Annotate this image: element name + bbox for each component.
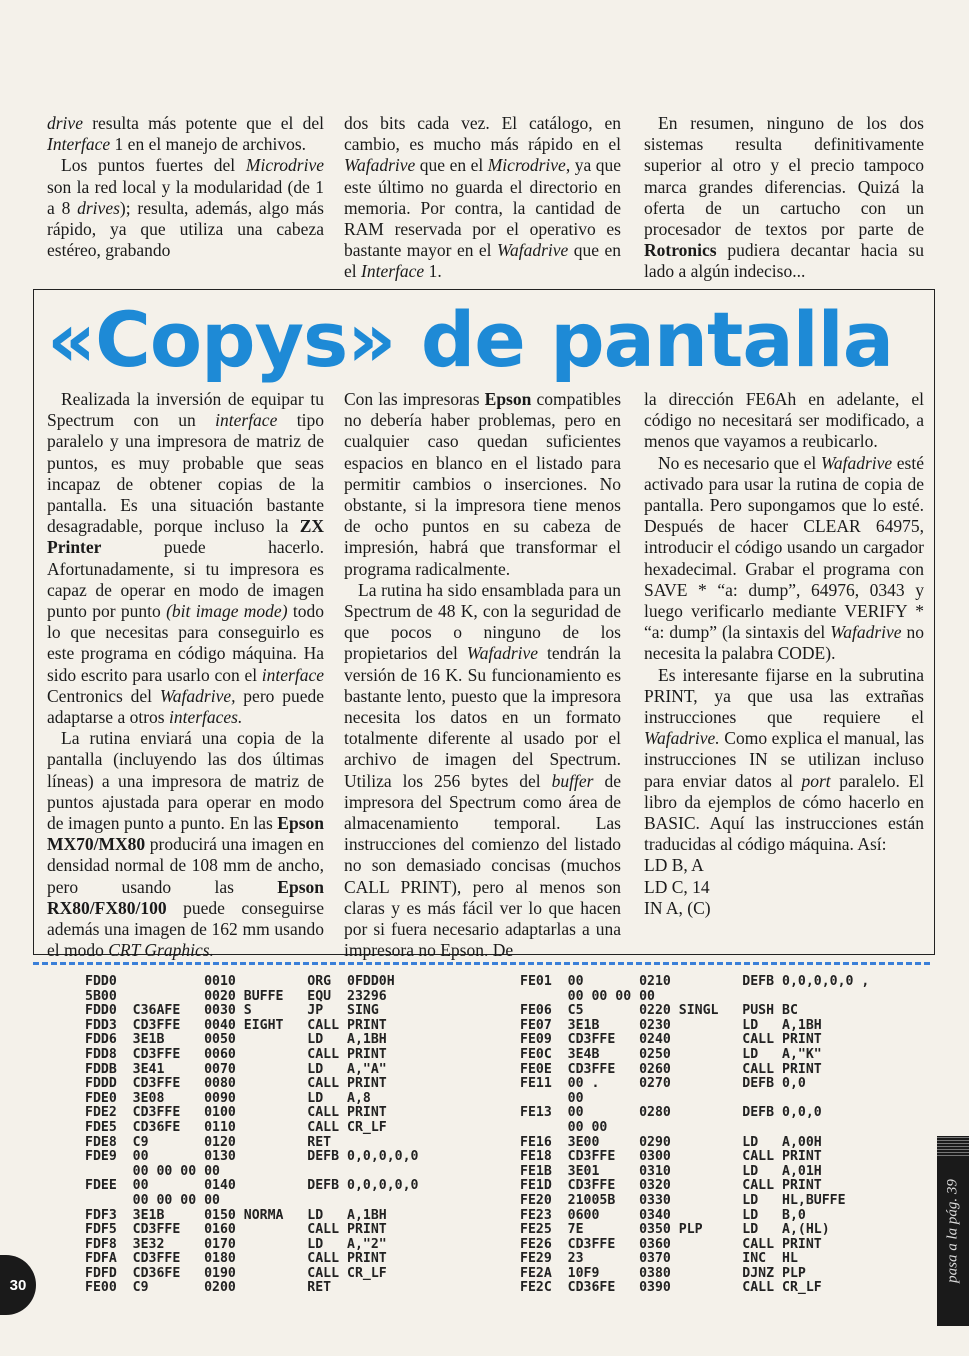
listing-line: FDF8 3E32 0170 LD A,"2" (85, 1236, 387, 1252)
body-column-1 (47, 389, 324, 961)
listing-line: FE00 C9 0200 RET (85, 1280, 332, 1296)
listing-line: 5B00 0020 BUFFE EQU 23296 (85, 988, 387, 1004)
listing-line: FDF5 CD3FFE 0160 CALL PRINT (85, 1222, 387, 1238)
listing-line: FDE5 CD36FE 0110 CALL CR_LF (85, 1119, 387, 1135)
body-col3-paragraph: No es necesario que el Wafadrive esté activado para usar la rutina de copia de pantalla. Pero supongamos que lo esté. Después de hacer CLEAR 64975, introducir el código usando un cargador hexadecimal. Grabar el programa con SAVE * “a: dump”, 64976, 0343 y luego verificarlo mediante VERIFY * “a: dump” (la sintaxis del Wafadrive no necesita la palabra CODE). (644, 452, 925, 664)
listing-left-column (85, 975, 418, 1296)
top-column-3 (644, 113, 924, 283)
listing-line: FE23 0600 0340 LD B,0 (520, 1207, 806, 1223)
body-column-3 (644, 389, 924, 919)
listing-line: FE09 CD3FFE 0240 CALL PRINT (520, 1032, 822, 1048)
listing-line: FDE8 C9 0120 RET (85, 1134, 332, 1150)
listing-line: FE1D CD3FFE 0320 CALL PRINT (520, 1178, 822, 1194)
top-column-1 (47, 113, 324, 261)
listing-line: FDF3 3E1B 0150 NORMA LD A,1BH (85, 1207, 387, 1223)
listing-line: 00 00 00 00 (85, 1163, 220, 1179)
listing-line: FDDD CD3FFE 0080 CALL PRINT (85, 1076, 387, 1092)
listing-line: FDFA CD3FFE 0180 CALL PRINT (85, 1251, 387, 1267)
listing-line: FDD0 C36AFE 0030 S JP SING (85, 1003, 379, 1019)
listing-line: FDE0 3E08 0090 LD A,8 (85, 1090, 371, 1106)
listing-line: FDE9 00 0130 DEFB 0,0,0,0,0 (85, 1149, 419, 1165)
listing-line: FE26 CD3FFE 0360 CALL PRINT (520, 1236, 822, 1252)
listing-line: FDEE 00 0140 DEFB 0,0,0,0,0 (85, 1178, 419, 1194)
headline: «Copys» de pantalla (47, 295, 894, 384)
continued-tab (937, 1136, 969, 1326)
body-col3-paragraph: LD C, 14 (644, 876, 710, 897)
listing-line: FE16 3E00 0290 LD A,00H (520, 1134, 822, 1150)
code-listing (33, 962, 933, 1303)
body-col2-paragraph: La rutina ha sido ensamblada para un Spectrum de 48 K, con la seguridad de que pocos o ninguno de los propietarios del Wafadrive tendrán la versión de 16 K. Su funcionamiento es bastante lento, puesto que la impresora necesita los datos en un formato totalmente diferente al usado por el archivo de imagen del Spectrum. Utiliza los 256 bytes del buffer de impresora del Spectrum como área de almacenamiento temporal. Las instrucciones del comienzo del listado no son demasiado concisas (muchos CALL PRINT), pero al menos son claras y es más fácil ver lo que hacen por si fuera necesario adaptarlas a una impresora no Epson. De (344, 579, 621, 961)
listing-line: FE13 00 0280 DEFB 0,0,0 (520, 1105, 822, 1121)
top-col1-paragraph: drive resulta más potente que el del Interface 1 en el manejo de archivos. (47, 113, 324, 155)
listing-line: FDD8 CD3FFE 0060 CALL PRINT (85, 1046, 387, 1062)
listing-line: FE2C CD36FE 0390 CALL CR_LF (520, 1280, 822, 1296)
listing-line: FE20 21005B 0330 LD HL,BUFFE (520, 1192, 846, 1208)
tab-hatch (937, 1136, 969, 1158)
body-col3-paragraph: LD B, A (644, 855, 704, 876)
listing-line: FE07 3E1B 0230 LD A,1BH (520, 1017, 822, 1033)
listing-line: 00 00 00 00 (520, 988, 655, 1004)
listing-line: 00 00 00 00 (85, 1192, 220, 1208)
top-col3-paragraph: En resumen, ninguno de los dos sistemas resulta definitivamente superior al otro y el precio tampoco marca grandes diferencias. Quizá la oferta de un cartucho con un procesador de textos por parte de Rotronics pudiera decantar hacia su lado a algún indeciso... (644, 113, 924, 282)
body-col3-paragraph: Es interesante fijarse en la subrutina PRINT, ya que usa las extrañas instrucciones que requiere el Wafadrive. Como explica el manual, las instrucciones IN se utilizan incluso para enviar datos al port paralelo. El libro da ejemplos de cómo hacerlo en BASIC. Aquí las instrucciones están traducidas al código máquina. Así: (644, 664, 925, 855)
continued-label: pasa a la pág. 39 (944, 1179, 961, 1283)
body-column-2 (344, 389, 621, 961)
listing-line: FDD6 3E1B 0050 LD A,1BH (85, 1032, 387, 1048)
listing-line: FE0E CD3FFE 0260 CALL PRINT (520, 1061, 822, 1077)
listing-line: FE0C 3E4B 0250 LD A,"K" (520, 1046, 822, 1062)
listing-line: FE2A 10F9 0380 DJNZ PLP (520, 1265, 806, 1281)
listing-line: FDD0 0010 ORG 0FDD0H (85, 974, 395, 989)
listing-line: FE06 C5 0220 SINGL PUSH BC (520, 1003, 798, 1019)
page-number: 30 (0, 1255, 36, 1315)
body-col1-paragraph: Realizada la inversión de equipar tu Spectrum con un interface tipo paralelo y una impresora de matriz de puntos, es muy probable que seas incapaz de obtener copias de la pantalla. Es una situación bastante desagradable, porque incluso la ZX Printer puede hacerlo. Afortunadamente, si tu impresora es capaz de operar en modo de imagen punto por punto (bit image mode) todo lo que necesitas para conseguirlo es este programa en código máquina. Ha sido escrito para usarlo con el interface Centronics del Wafadrive, pero puede adaptarse a otros interfaces. (47, 389, 324, 728)
listing-line: FE01 00 0210 DEFB 0,0,0,0,0 , (520, 974, 870, 989)
body-col1-paragraph: La rutina enviará una copia de la pantalla (incluyendo las dos últimas líneas) a una impresora de matriz de puntos ajustada para operar en modo de imagen punto a punto. En las Epson MX70/MX80 producirá una imagen en densidad normal de 108 mm de ancho, pero usando las Epson RX80/FX80/100 puede conseguirse además una imagen de 162 mm usando el modo CRT Graphics. (47, 728, 324, 961)
listing-line: FE11 00 . 0270 DEFB 0,0 (520, 1076, 806, 1092)
listing-ruler (33, 962, 933, 965)
listing-line: FDFD CD36FE 0190 CALL CR_LF (85, 1265, 387, 1281)
listing-line: 00 (520, 1090, 584, 1106)
top-column-2 (344, 113, 621, 283)
listing-line: FDE2 CD3FFE 0100 CALL PRINT (85, 1105, 387, 1121)
listing-line: FE29 23 0370 INC HL (520, 1251, 798, 1267)
body-col2-paragraph: Con las impresoras Epson compatibles no debería haber problemas, pero en cualquier caso quedan suficientes espacios en blanco en el listado para permitir cambios o inserciones. No obstante, si la impresora tiene menos de ocho puntos en su cabeza de impresión, habrá que transformar el programa radicalmente. (344, 389, 622, 579)
top-col2-paragraph: dos bits cada vez. El catálogo, en cambio, es mucho más rápido en el Wafadrive que en el Microdrive, ya que este último no guarda el directorio en memoria. Por contra, la cantidad de RAM reservada por el operativo es bastante mayor en el Wafadrive que en el Interface 1. (344, 113, 621, 282)
listing-line: FE1B 3E01 0310 LD A,01H (520, 1163, 822, 1179)
body-col3-paragraph: IN A, (C) (644, 897, 711, 918)
listing-line: FDD3 CD3FFE 0040 EIGHT CALL PRINT (85, 1017, 387, 1033)
listing-line: 00 00 (520, 1119, 608, 1135)
body-col3-paragraph: la dirección FE6Ah en adelante, el código no necesitará ser modificado, a menos que vayamos a reubicarlo. (644, 389, 924, 452)
listing-line: FE18 CD3FFE 0300 CALL PRINT (520, 1149, 822, 1165)
listing-line: FDDB 3E41 0070 LD A,"A" (85, 1061, 387, 1077)
listing-right-column (520, 975, 869, 1296)
listing-line: FE25 7E 0350 PLP LD A,(HL) (520, 1222, 830, 1238)
top-col1-paragraph: Los puntos fuertes del Microdrive son la red local y la modularidad (de 1 a 8 drives); resulta, además, algo más rápido, ya que utiliza una cabeza estéreo, grabando (47, 155, 324, 261)
